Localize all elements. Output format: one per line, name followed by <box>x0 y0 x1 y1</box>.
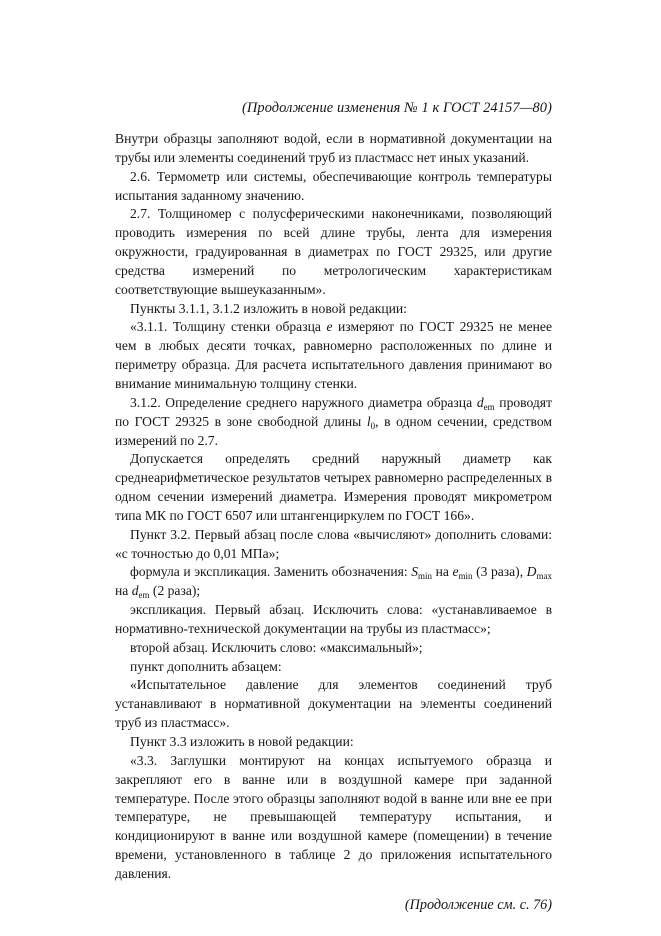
text-run: (3 раза), <box>472 564 527 580</box>
paragraph <box>115 563 552 601</box>
paragraph: «Испытательное давление для элементов соединений труб устанавливают в нормативной документации на элементы соединений труб из пластмасс». <box>115 677 552 731</box>
paragraph <box>115 394 552 451</box>
paragraph: Внутри образцы заполняют водой, если в нормативной документации на трубы или элементы соединений труб из пластмасс нет иных указаний. <box>115 131 552 165</box>
symbol-S: S <box>411 564 419 580</box>
subscript: max <box>536 571 552 582</box>
continuation-footer: (Продолжение см. с. 76) <box>404 896 552 913</box>
paragraph: Пункт 3.3 изложить в новой редакции: <box>130 734 354 749</box>
document-page <box>115 99 552 914</box>
symbol-e: e <box>452 564 459 580</box>
text-run: измеряют по ГОСТ 29325 не менее чем в любых десяти точках, равномерно расположенных по длине и периметру образца. Для расчета испытательного давления принимают во внимание минимальную толщину стенки. <box>115 319 552 391</box>
subscript: min <box>458 571 473 582</box>
text-run: 3.1.2. Определение среднего наружного диаметра образца <box>130 394 477 410</box>
symbol-e: e <box>326 319 333 335</box>
paragraph: пункт дополнить абзацем: <box>130 658 282 674</box>
symbol-d: d <box>131 583 139 599</box>
symbol-D: D <box>526 564 537 580</box>
paragraph <box>115 318 552 393</box>
text-run: формула и экспликация. Заменить обозначения: <box>130 564 412 580</box>
subscript: em <box>483 401 495 412</box>
subscript: em <box>138 590 150 601</box>
paragraph: Допускается определять средний наружный диаметр как среднеарифметическое результатов четырех равномерно распределенных в одном сечении измерений диаметра. Измерения проводят микрометром типа МК по ГОСТ 6507 или штангенциркулем по ГОСТ 166». <box>115 451 552 523</box>
paragraph: второй абзац. Исключить слово: «максимальный»; <box>130 639 423 655</box>
text-run: (2 раза); <box>149 583 201 599</box>
paragraph: Пункты 3.1.1, 3.1.2 изложить в новой редакции: <box>130 300 407 316</box>
continuation-header: (Продолжение изменения № 1 к ГОСТ 24157—80) <box>242 100 552 116</box>
paragraph: Пункт 3.2. Первый абзац после слова «вычисляют» дополнить словами: «с точностью до 0,01 МПа»; <box>115 526 552 561</box>
symbol-d: d <box>476 394 484 410</box>
text-run: проводят по ГОСТ 29325 в зоне свободной длины <box>115 394 553 429</box>
paragraph: 2.6. Термометр или системы, обеспечивающие контроль температуры испытания заданному значению. <box>115 168 552 203</box>
text-run: , в одном сечении, средством измерений по 2.7. <box>115 413 552 448</box>
text-run: на <box>115 583 132 599</box>
text-run: на <box>432 564 453 580</box>
subscript: min <box>418 571 433 582</box>
paragraph: экспликация. Первый абзац. Исключить слова: «устанавливаемое в нормативно-технической документации на трубы из пластмасс»; <box>115 602 552 636</box>
text-run: «3.1.1. Толщину стенки образца <box>130 319 327 335</box>
paragraph: «3.3. Заглушки монтируют на концах испытуемого образца и закрепляют его в ванне или в воздушной камере при заданной температуре. После этого образцы заполняют водой в ванне или вне ее при температуре, не превышающей температуру испытания, и кондиционируют в ванне или воздушной камере (помещении) в течение времени, установленного в таблице 2 до приложения испытательного давления. <box>115 752 552 881</box>
symbol-l: l <box>366 413 371 429</box>
subscript: 0 <box>370 420 376 431</box>
document-body <box>115 130 552 884</box>
paragraph: 2.7. Толщиномер с полусферическими наконечниками, позволяющий проводить измерения по всей длине трубы, лента для измерения окружности, градуированная в диаметрах по ГОСТ 29325, или другие средства измерений по метрологическим характеристикам соответствующие вышеуказанным». <box>115 206 552 297</box>
